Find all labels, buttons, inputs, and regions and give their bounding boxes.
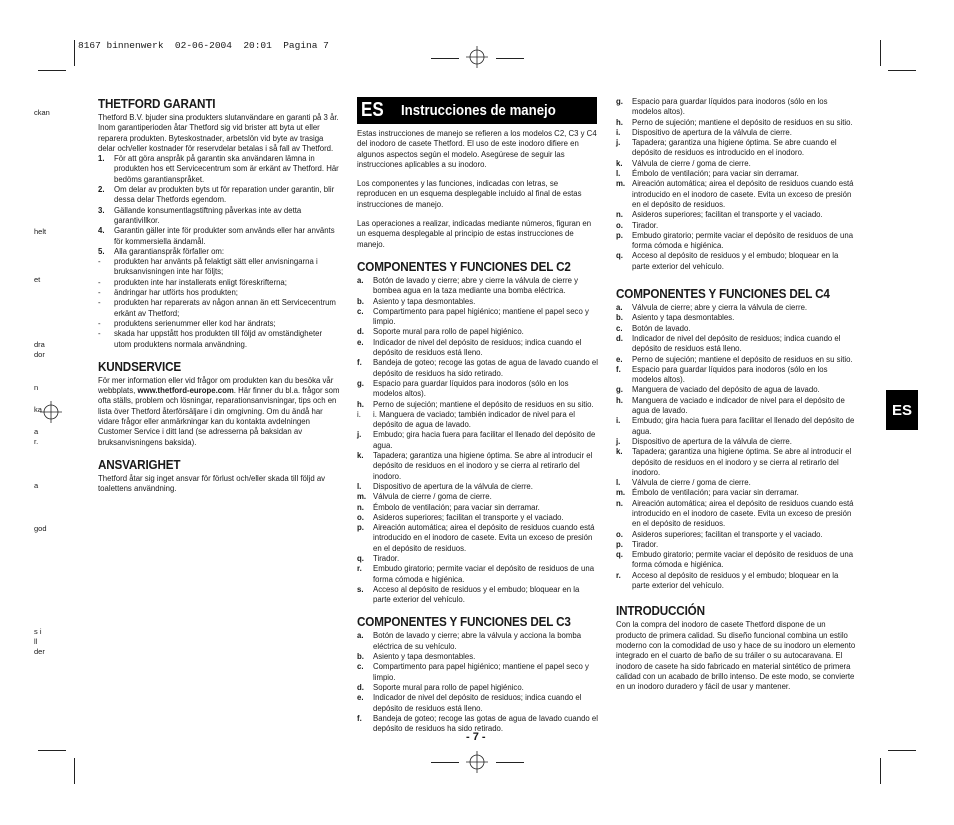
intro-paragraph-3: Las operaciones a realizar, indicadas mediante números, figuran en un esquema desplegable al principio de estas instrucciones de manejo. bbox=[357, 219, 592, 249]
list-item bbox=[616, 221, 856, 231]
list-text: i. Manguera de vaciado; también indicador de nivel para el depósito de agua de lavado. bbox=[373, 409, 575, 430]
list-marker: o. bbox=[357, 512, 364, 522]
print-slug: 8167 binnenwerk 02-06-2004 20:01 Pagina 7 bbox=[78, 40, 329, 51]
list-text: Válvula de cierre / goma de cierre. bbox=[373, 492, 492, 502]
list-text: Compartimento para papel higiénico; mantiene el papel seco y limpio. bbox=[373, 662, 589, 682]
list-text: produkten inte har installerats enligt föreskrifterna; bbox=[114, 277, 287, 287]
crop-mark bbox=[888, 70, 916, 71]
list-marker: g. bbox=[616, 97, 623, 106]
c2-list bbox=[357, 276, 599, 606]
list-item bbox=[357, 327, 599, 337]
list-item bbox=[616, 365, 856, 386]
list-item bbox=[98, 226, 340, 247]
list-item bbox=[616, 355, 856, 365]
registration-mark-icon bbox=[466, 751, 488, 773]
list-item bbox=[357, 430, 599, 451]
list-item bbox=[616, 385, 856, 395]
list-marker: b. bbox=[357, 296, 364, 306]
list-text: Tapadera; garantiza una higiene óptima. Se abre cuando el depósito de residuos es introducido en el inodoro. bbox=[632, 138, 837, 158]
kundservice-heading: KUNDSERVICE bbox=[98, 358, 181, 374]
list-marker: d. bbox=[357, 682, 364, 692]
list-marker: l. bbox=[616, 169, 621, 179]
list-text: Tirador. bbox=[373, 553, 400, 563]
list-item bbox=[616, 540, 856, 550]
list-marker: c. bbox=[357, 306, 364, 316]
list-item bbox=[357, 652, 599, 662]
list-text: Om delar av produkten byts ut för reparation under garantin, blir dessa delar Thetfords egendom. bbox=[114, 185, 335, 205]
list-marker: f. bbox=[357, 358, 362, 368]
list-text: Indicador de nivel del depósito de residuos; indica cuando el depósito de residuos está lleno. bbox=[373, 337, 582, 358]
list-text: Manguera de vaciado del depósito de agua de lavado. bbox=[632, 385, 820, 395]
list-marker: k. bbox=[616, 447, 623, 457]
list-marker: e. bbox=[616, 354, 623, 364]
list-item bbox=[98, 154, 340, 185]
list-text: Válvula de cierre; abre y cierra la válvula de cierre. bbox=[632, 303, 808, 313]
list-item bbox=[357, 400, 599, 410]
list-text: produktens serienummer eller kod har ändrats; bbox=[114, 318, 276, 328]
registration-mark-icon bbox=[466, 46, 488, 68]
list-marker: o. bbox=[616, 220, 623, 230]
list-item bbox=[98, 329, 340, 350]
list-marker: d. bbox=[616, 333, 623, 343]
list-item bbox=[357, 297, 599, 307]
list-marker: d. bbox=[357, 327, 364, 337]
language-tab: ES bbox=[886, 390, 918, 430]
list-marker: 3. bbox=[98, 205, 105, 215]
list-marker: 2. bbox=[98, 185, 105, 195]
list-text: Asideros superiores; facilitan el transporte y el vaciado. bbox=[373, 512, 564, 522]
list-marker: c. bbox=[616, 323, 623, 333]
list-text: Alla garantianspråk förfaller om: bbox=[114, 246, 225, 256]
list-text: Soporte mural para rollo de papel higiénico. bbox=[373, 327, 524, 337]
garanti-intro: Thetford B.V. bjuder sina produkters slutanvändare en garanti på 3 år. Inom garantiperioden åtar Thetford sig vid brister att byta ut eller reparera produkten. Byteskostnader, arbetslön vid byte av trasiga delar och/eller kostnader för reservdelar betalas i så fall av Thetford. bbox=[98, 113, 339, 153]
list-marker: k. bbox=[616, 158, 623, 168]
ansvarighet-text: Thetford åtar sig inget ansvar för förlust och/eller skada till följd av toalettens användning. bbox=[98, 473, 326, 494]
margin-fragment: a bbox=[34, 481, 39, 490]
list-marker: n. bbox=[616, 210, 623, 220]
c2-heading: COMPONENTES Y FUNCIONES DEL C2 bbox=[357, 258, 571, 274]
list-item bbox=[616, 313, 856, 323]
list-marker: p. bbox=[616, 230, 623, 240]
list-text: Embudo giratorio; permite vaciar el depósito de residuos de una forma cómoda e higiénica. bbox=[632, 230, 854, 251]
list-marker: m. bbox=[616, 488, 626, 498]
list-item bbox=[357, 410, 599, 431]
list-item bbox=[357, 631, 599, 652]
margin-fragment: s i bbox=[34, 627, 42, 636]
crop-mark bbox=[431, 762, 459, 763]
language-code: ES bbox=[361, 99, 384, 121]
list-marker: - bbox=[98, 288, 101, 298]
list-marker: p. bbox=[616, 539, 623, 549]
middle-column bbox=[357, 129, 599, 734]
intro-paragraph-1: Estas instrucciones de manejo se refieren a los modelos C2, C3 y C4 del inodoro de casete Thetford. El uso de este inodoro difiere en algunos aspectos según el modelo. Asegúrese de seguir las instrucciones aplicables a su inodoro. bbox=[357, 129, 597, 169]
list-text: Bandeja de goteo; recoge las gotas de agua de lavado cuando el depósito de residuos ha sido retirado. bbox=[373, 713, 598, 734]
list-item bbox=[357, 662, 599, 683]
list-marker: - bbox=[98, 318, 101, 328]
list-text: Botón de lavado. bbox=[632, 323, 691, 333]
list-item bbox=[98, 257, 340, 278]
list-item bbox=[98, 206, 340, 227]
list-text: Dispositivo de apertura de la válvula de cierre. bbox=[632, 127, 792, 137]
list-item bbox=[616, 334, 856, 355]
list-text: Soporte mural para rollo de papel higiénico. bbox=[373, 682, 524, 692]
crop-mark bbox=[880, 40, 881, 66]
list-item bbox=[357, 554, 599, 564]
list-text: Embudo giratorio; permite vaciar el depósito de residuos de una forma cómoda e higiénica. bbox=[373, 564, 595, 584]
c3-continued-list bbox=[616, 97, 856, 272]
list-marker: 5. bbox=[98, 246, 105, 256]
list-item bbox=[616, 251, 856, 272]
list-marker: g. bbox=[357, 378, 364, 388]
list-text: För att göra anspråk på garantin ska användaren lämna in produkten hos ett Servicecentrum som är erkänt av Thetford. Här bedöms garantianspråket. bbox=[114, 154, 339, 184]
list-marker: b. bbox=[616, 313, 623, 323]
list-text: produkten har använts på felaktigt sätt eller anvisningarna i bruksanvisningen inte har följts; bbox=[114, 257, 318, 277]
list-marker: a. bbox=[357, 275, 364, 285]
list-item bbox=[616, 488, 856, 498]
list-text: Émbolo de ventilación; para vaciar sin derramar. bbox=[632, 488, 799, 498]
c4-heading: COMPONENTES Y FUNCIONES DEL C4 bbox=[616, 286, 830, 302]
crop-mark bbox=[431, 58, 459, 59]
list-text: Tapadera; garantiza una higiene óptima. Se abre al introducir el depósito de residuos en el inodoro y se cierra al retirarlo del inodoro. bbox=[373, 451, 593, 481]
list-item bbox=[357, 379, 599, 400]
list-item bbox=[616, 303, 856, 313]
list-text: Embudo; gira hacia fuera para facilitar el llenado del depósito de agua. bbox=[632, 416, 855, 436]
list-marker: s. bbox=[357, 584, 364, 594]
list-text: skada har uppstått hos produkten till följd av omständigheter utom produktens normala användning. bbox=[114, 329, 323, 349]
margin-fragment: god bbox=[34, 524, 47, 533]
list-marker: n. bbox=[357, 502, 364, 512]
list-marker: n. bbox=[616, 498, 623, 508]
list-item bbox=[357, 276, 599, 297]
list-text: Tapadera; garantiza una higiene óptima. Se abre al introducir el depósito de residuos en el inodoro y se cierra al retirarlo del inodoro. bbox=[632, 447, 852, 477]
list-text: Dispositivo de apertura de la válvula de cierre. bbox=[373, 481, 533, 491]
margin-fragment: a bbox=[34, 427, 39, 436]
list-text: Acceso al depósito de residuos y el embudo; bloquear en la parte exterior del vehículo. bbox=[373, 584, 580, 605]
list-item bbox=[616, 550, 856, 571]
margin-fragment: et bbox=[34, 275, 41, 284]
list-marker: e. bbox=[357, 693, 364, 703]
list-marker: a. bbox=[616, 303, 623, 313]
margin-fragment: ll bbox=[34, 637, 38, 646]
page-number: - 7 - bbox=[466, 731, 486, 743]
c3-heading: COMPONENTES Y FUNCIONES DEL C3 bbox=[357, 614, 571, 630]
list-marker: h. bbox=[616, 117, 623, 127]
left-column bbox=[98, 96, 340, 495]
list-item bbox=[616, 324, 856, 334]
list-text: Embudo giratorio; permite vaciar el depósito de residuos de una forma cómoda e higiénica. bbox=[632, 550, 854, 570]
list-item bbox=[357, 564, 599, 585]
list-marker: - bbox=[98, 257, 101, 267]
list-text: Acceso al depósito de residuos y el embudo; bloquear en la parte exterior del vehículo. bbox=[632, 251, 839, 271]
list-marker: i. bbox=[357, 409, 361, 419]
list-item bbox=[357, 503, 599, 513]
list-item bbox=[616, 231, 856, 252]
margin-fragment: ka bbox=[34, 405, 42, 414]
crop-mark bbox=[38, 750, 66, 751]
introduccion-heading: INTRODUCCIÓN bbox=[616, 603, 705, 619]
list-marker: i. bbox=[616, 127, 621, 137]
list-item bbox=[98, 185, 340, 206]
list-text: Perno de sujeción; mantiene el depósito de residuos en su sitio. bbox=[632, 354, 853, 364]
list-marker: f. bbox=[616, 364, 621, 374]
list-text: Acceso al depósito de residuos y el embudo; bloquear en la parte exterior del vehículo. bbox=[632, 570, 839, 591]
list-text: Indicador de nivel del depósito de residuos; indica cuando el depósito de residuos está lleno. bbox=[373, 693, 582, 713]
garanti-dash-list bbox=[98, 257, 340, 350]
list-item bbox=[616, 128, 856, 138]
crop-mark bbox=[888, 750, 916, 751]
list-text: Asideros superiores; facilitan el transporte y el vaciado. bbox=[632, 529, 823, 539]
list-text: Espacio para guardar líquidos para inodoros (sólo en los modelos altos). bbox=[632, 364, 828, 385]
right-column bbox=[616, 97, 856, 692]
list-text: Garantin gäller inte för produkter som används eller har använts för kommersiella ändamål. bbox=[114, 226, 335, 246]
website-link[interactable]: www.thetford-europe.com bbox=[137, 386, 234, 396]
margin-fragment: ckan bbox=[34, 108, 50, 117]
crop-mark bbox=[496, 762, 524, 763]
list-item bbox=[357, 523, 599, 554]
list-marker: r. bbox=[616, 570, 621, 580]
list-marker: 4. bbox=[98, 226, 105, 236]
list-marker: j. bbox=[616, 138, 621, 148]
list-text: Bandeja de goteo; recoge las gotas de agua de lavado cuando el depósito de residuos ha sido retirado. bbox=[373, 358, 598, 378]
list-item bbox=[357, 307, 599, 328]
crop-mark bbox=[496, 58, 524, 59]
list-text: Indicador de nivel del depósito de residuos; indica cuando el depósito de residuos está lleno. bbox=[632, 333, 841, 354]
list-item bbox=[357, 683, 599, 693]
list-marker: o. bbox=[616, 529, 623, 539]
list-text: Asideros superiores; facilitan el transporte y el vaciado. bbox=[632, 210, 823, 220]
list-marker: g. bbox=[616, 385, 623, 395]
list-item bbox=[616, 97, 856, 118]
c4-list bbox=[616, 303, 856, 591]
list-marker: - bbox=[98, 329, 101, 339]
margin-fragment: dra bbox=[34, 340, 45, 349]
list-text: ändringar har utförts hos produkten; bbox=[114, 288, 238, 298]
c3-list bbox=[357, 631, 599, 734]
list-marker: k. bbox=[357, 451, 364, 461]
list-item bbox=[616, 499, 856, 530]
list-item bbox=[357, 513, 599, 523]
list-marker: a. bbox=[357, 631, 364, 641]
list-text: Asiento y tapa desmontables. bbox=[373, 652, 476, 662]
list-text: Válvula de cierre / goma de cierre. bbox=[632, 158, 751, 168]
list-text: Asiento y tapa desmontables. bbox=[632, 313, 735, 323]
list-marker: l. bbox=[357, 481, 362, 491]
list-marker: c. bbox=[357, 662, 364, 672]
list-marker: - bbox=[98, 277, 101, 287]
registration-mark-icon bbox=[40, 401, 62, 423]
list-marker: q. bbox=[616, 251, 623, 261]
list-text: Compartimento para papel higiénico; mantiene el papel seco y limpio. bbox=[373, 306, 589, 327]
list-text: Espacio para guardar líquidos para inodoros (sólo en los modelos altos). bbox=[632, 97, 828, 117]
margin-fragment: dor bbox=[34, 350, 45, 359]
list-item bbox=[357, 338, 599, 359]
list-text: Aireación automática; airea el depósito de residuos cuando está introducido en el inodoro de casete. Evita un exceso de presión en el depósito de residuos. bbox=[632, 498, 854, 529]
list-item bbox=[616, 478, 856, 488]
list-item bbox=[357, 492, 599, 502]
list-item bbox=[357, 585, 599, 606]
list-item bbox=[616, 138, 856, 159]
list-marker: r. bbox=[357, 564, 362, 574]
list-item bbox=[616, 179, 856, 210]
introduccion-text: Con la compra del inodoro de casete Thetford dispone de un producto de primera calidad. Su diseño funcional combina un estilo moderno con la comodidad de uso y hace de su inodoro un elemento integrado en el cuarto de baño de su tráiler o su autocaravana. El inodoro de casete ha sido fabricado en material sintético de primera calidad con un acabado de brillo intenso. De este modo, se convierte en un inodoro duradero y fácil de usar y mantener. bbox=[616, 620, 856, 692]
crop-mark bbox=[38, 70, 66, 71]
crop-mark bbox=[74, 758, 75, 784]
list-text: Gällande konsumentlagstiftning påverkas inte av detta garantivillkor. bbox=[114, 205, 302, 225]
list-marker: e. bbox=[357, 337, 364, 347]
list-item bbox=[98, 247, 340, 257]
list-item bbox=[616, 530, 856, 540]
list-text: Espacio para guardar líquidos para inodoros (sólo en los modelos altos). bbox=[373, 378, 569, 399]
list-item bbox=[616, 571, 856, 592]
ansvarighet-heading: ANSVARIGHET bbox=[98, 456, 181, 472]
list-marker: h. bbox=[616, 395, 623, 405]
list-text: Émbolo de ventilación; para vaciar sin derramar. bbox=[632, 169, 799, 179]
margin-fragment: der bbox=[34, 647, 45, 656]
margin-fragment: r. bbox=[34, 437, 39, 446]
crop-mark bbox=[74, 40, 75, 66]
list-marker: q. bbox=[616, 550, 623, 560]
list-marker: h. bbox=[357, 399, 364, 409]
list-marker: l. bbox=[616, 478, 621, 488]
list-marker: 1. bbox=[98, 154, 105, 164]
list-marker: i. bbox=[616, 416, 621, 426]
list-text: produkten har reparerats av någon annan än ett Servicecentrum erkänt av Thetford; bbox=[114, 298, 336, 318]
section-title: Instrucciones de manejo bbox=[401, 102, 556, 119]
kundservice-text: För mer information eller vid frågor om produkten kan du besöka vår webbplats, www.thetford-europe.com. Här finner du bl.a. frågor som ofta ställs, problem och lösningar, reparationsanvisningar, tips och en lista över Thetford återförsäljare i din omgivning. Om du ändå har vidare frågor eller anmärkningar kan du kontakta avdelningen Customer Service i ditt land (se adresserna på baksidan av bruksanvisningens baksida). bbox=[98, 375, 340, 447]
list-marker: j. bbox=[616, 436, 621, 446]
list-item bbox=[98, 288, 340, 298]
list-item bbox=[357, 693, 599, 714]
list-text: Embudo; gira hacia fuera para facilitar el llenado del depósito de agua. bbox=[373, 430, 596, 450]
list-item bbox=[616, 447, 856, 478]
garanti-list bbox=[98, 154, 340, 257]
garanti-heading: THETFORD GARANTI bbox=[98, 96, 216, 111]
list-marker: m. bbox=[616, 179, 626, 189]
list-text: Perno de sujeción; mantiene el depósito de residuos en su sitio. bbox=[632, 117, 853, 127]
list-text: Émbolo de ventilación; para vaciar sin derramar. bbox=[373, 502, 540, 512]
list-text: Manguera de vaciado e indicador de nivel para el depósito de agua de lavado. bbox=[632, 395, 845, 416]
list-text: Aireación automática; airea el depósito de residuos cuando está introducido en el inodoro de casete. Evita un exceso de presión en el depósito de residuos. bbox=[632, 179, 854, 209]
list-item bbox=[616, 437, 856, 447]
list-item bbox=[98, 298, 340, 319]
list-marker: f. bbox=[357, 713, 362, 723]
list-item bbox=[357, 451, 599, 482]
list-item bbox=[616, 118, 856, 128]
list-item bbox=[357, 358, 599, 379]
list-item bbox=[616, 210, 856, 220]
margin-fragment: n bbox=[34, 383, 39, 392]
list-item bbox=[357, 482, 599, 492]
intro-paragraph-2: Los componentes y las funciones, indicadas con letras, se reproducen en un esquema desplegable incluido al final de estas instrucciones de manejo. bbox=[357, 179, 582, 209]
list-text: Asiento y tapa desmontables. bbox=[373, 296, 476, 306]
list-marker: m. bbox=[357, 492, 367, 502]
list-text: Dispositivo de apertura de la válvula de cierre. bbox=[632, 436, 792, 446]
list-item bbox=[616, 159, 856, 169]
list-text: Tirador. bbox=[632, 220, 659, 230]
list-text: Aireación automática; airea el depósito de residuos cuando está introducido en el inodoro de casete. Evita un exceso de presión en el depósito de residuos. bbox=[373, 523, 595, 553]
list-marker: b. bbox=[357, 652, 364, 662]
list-marker: - bbox=[98, 298, 101, 308]
list-text: Tirador. bbox=[632, 539, 659, 549]
list-marker: j. bbox=[357, 430, 362, 440]
list-item bbox=[616, 169, 856, 179]
list-marker: q. bbox=[357, 553, 364, 563]
list-item bbox=[616, 396, 856, 417]
list-text: Válvula de cierre / goma de cierre. bbox=[632, 478, 751, 488]
list-item bbox=[98, 278, 340, 288]
margin-fragment: helt bbox=[34, 227, 47, 236]
language-header bbox=[357, 97, 597, 124]
list-text: Botón de lavado y cierre; abre y cierre la válvula de cierre y bombea agua en la taza mediante una bomba eléctrica. bbox=[373, 275, 578, 296]
list-text: Botón de lavado y cierre; abre la válvula y acciona la bomba eléctrica de su vehículo. bbox=[373, 631, 582, 651]
list-marker: p. bbox=[357, 523, 364, 533]
list-item bbox=[616, 416, 856, 437]
list-text: Perno de sujeción; mantiene el depósito de residuos en su sitio. bbox=[373, 399, 594, 409]
list-item bbox=[98, 319, 340, 329]
crop-mark bbox=[880, 758, 881, 784]
